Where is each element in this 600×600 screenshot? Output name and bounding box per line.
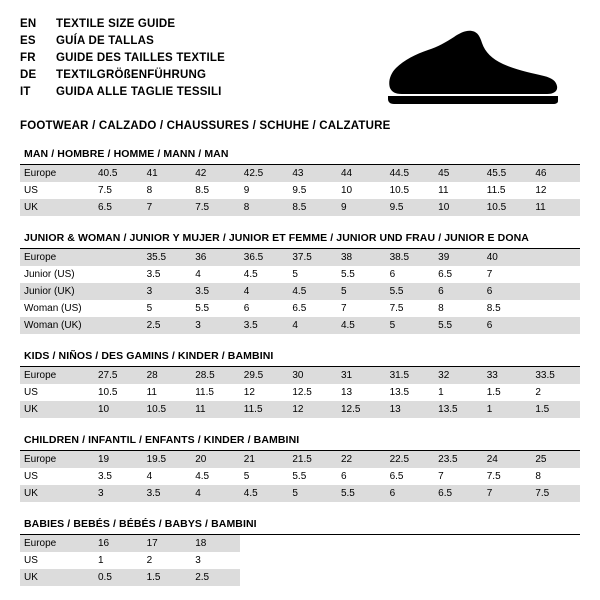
size-cell: 9 xyxy=(337,199,386,216)
size-cell: 4.5 xyxy=(288,283,337,300)
size-cell: 7.5 xyxy=(191,199,240,216)
size-group xyxy=(20,148,580,216)
size-cell: 2 xyxy=(146,555,153,566)
row-label: US xyxy=(24,471,38,482)
size-cell: 40.5 xyxy=(94,165,143,182)
size-cell: 13.5 xyxy=(434,401,483,418)
size-cell: 7.5 xyxy=(531,485,580,502)
row-label: Junior (US) xyxy=(24,269,75,280)
size-cell xyxy=(483,535,532,552)
row-label: UK xyxy=(20,401,94,418)
size-cell: 3.5 xyxy=(191,283,240,300)
size-cell xyxy=(531,552,580,569)
size-cell: 11 xyxy=(531,199,580,216)
table-row xyxy=(20,552,580,569)
size-group xyxy=(20,434,580,502)
size-cell: 10 xyxy=(434,199,483,216)
size-cell: 11.5 xyxy=(195,387,214,398)
size-table xyxy=(20,367,580,418)
table-row xyxy=(20,199,580,216)
size-cell: 4 xyxy=(195,269,201,280)
size-cell: 8 xyxy=(535,471,541,482)
size-cell: 6 xyxy=(434,283,483,300)
size-cell: 32 xyxy=(434,367,483,384)
size-cell: 45.5 xyxy=(483,165,532,182)
row-label: Europe xyxy=(20,451,94,468)
size-cell: 10.5 xyxy=(483,199,532,216)
size-cell: 10.5 xyxy=(98,387,118,398)
size-cell: 6.5 xyxy=(438,269,453,280)
row-label: Woman (US) xyxy=(24,303,82,314)
size-cell: 6 xyxy=(483,317,532,334)
size-cell: 3.5 xyxy=(98,471,112,482)
size-cell: 9.5 xyxy=(292,185,307,196)
row-label: UK xyxy=(20,485,94,502)
size-cell: 1 xyxy=(483,401,532,418)
table-row xyxy=(20,401,580,418)
table-row xyxy=(20,468,580,485)
size-cell: 18 xyxy=(191,535,240,552)
row-label: UK xyxy=(20,569,94,586)
size-cell xyxy=(434,535,483,552)
table-row xyxy=(20,317,580,334)
size-cell xyxy=(94,317,143,334)
size-cell: 42 xyxy=(191,165,240,182)
table-row xyxy=(20,300,580,317)
size-cell: 40 xyxy=(483,249,532,266)
language-row xyxy=(20,84,225,100)
size-cell: 31.5 xyxy=(386,367,435,384)
language-row xyxy=(20,16,225,32)
size-cell xyxy=(240,535,289,552)
language-code: EN xyxy=(20,18,37,30)
language-text: GUIDE DES TAILLES TEXTILE xyxy=(56,52,225,64)
size-cell: 8 xyxy=(146,185,153,196)
table-row xyxy=(20,182,580,199)
dress-shoe-icon xyxy=(382,28,562,106)
table-row xyxy=(20,367,580,384)
size-cell: 6 xyxy=(386,485,435,502)
size-cell: 12 xyxy=(288,401,337,418)
size-cell: 1.5 xyxy=(531,401,580,418)
size-cell: 11.5 xyxy=(486,185,506,196)
size-table xyxy=(20,451,580,502)
size-cell: 6.5 xyxy=(389,471,404,482)
size-cell xyxy=(337,552,386,569)
size-cell: 7.5 xyxy=(486,471,501,482)
size-cell: 7 xyxy=(340,303,347,314)
size-cell: 13 xyxy=(386,401,435,418)
size-table xyxy=(20,165,580,216)
size-cell xyxy=(531,283,580,300)
size-cell: 4.5 xyxy=(337,317,386,334)
size-cell: 4 xyxy=(146,471,153,482)
table-row xyxy=(20,485,580,502)
size-cell: 2 xyxy=(535,387,541,398)
size-cell: 28 xyxy=(143,367,192,384)
size-cell: 2.5 xyxy=(191,569,240,586)
size-cell: 3 xyxy=(195,555,201,566)
size-cell: 7 xyxy=(483,485,532,502)
size-cell: 29.5 xyxy=(240,367,289,384)
size-cell xyxy=(240,569,289,586)
size-cell xyxy=(94,266,143,283)
size-cell: 7 xyxy=(143,199,192,216)
table-row xyxy=(20,535,580,552)
table-row xyxy=(20,283,580,300)
size-cell: 4.5 xyxy=(243,269,258,280)
size-cell: 11 xyxy=(438,185,449,196)
size-cell xyxy=(531,317,580,334)
size-cell: 10 xyxy=(340,185,353,196)
size-cell: 42.5 xyxy=(240,165,289,182)
size-cell: 44 xyxy=(337,165,386,182)
table-row xyxy=(20,266,580,283)
size-group-heading: JUNIOR & WOMAN / JUNIOR Y MUJER / JUNIOR ET FEMME / JUNIOR UND FRAU / JUNIOR E DONA xyxy=(20,232,580,249)
size-cell: 5 xyxy=(243,471,250,482)
size-cell: 6 xyxy=(389,269,396,280)
size-cell: 5 xyxy=(292,269,298,280)
size-cell: 3.5 xyxy=(146,269,161,280)
language-text: TEXTILGRÖßENFÜHRUNG xyxy=(56,69,207,81)
size-cell: 12 xyxy=(535,185,547,196)
row-label: Europe xyxy=(20,535,94,552)
size-cell: 19 xyxy=(94,451,143,468)
size-cell: 24 xyxy=(483,451,532,468)
size-cell xyxy=(94,249,143,266)
size-cell: 6 xyxy=(243,303,250,314)
row-label: Europe xyxy=(20,249,94,266)
size-cell: 4.5 xyxy=(240,485,289,502)
size-cell xyxy=(531,300,580,317)
size-cell xyxy=(434,569,483,586)
size-cell: 11.5 xyxy=(240,401,289,418)
size-cell: 8 xyxy=(438,303,444,314)
size-cell: 35.5 xyxy=(143,249,192,266)
size-cell: 7 xyxy=(486,269,493,280)
size-cell: 8.5 xyxy=(195,185,210,196)
size-cell: 21 xyxy=(240,451,289,468)
table-row xyxy=(20,384,580,401)
size-cell: 5.5 xyxy=(195,303,210,314)
size-cell: 16 xyxy=(94,535,143,552)
size-cell: 3.5 xyxy=(240,317,289,334)
size-cell: 7 xyxy=(438,471,444,482)
size-cell: 4 xyxy=(288,317,337,334)
size-cell xyxy=(531,535,580,552)
language-text: GUIDA ALLE TAGLIE TESSILI xyxy=(56,86,222,98)
page-header xyxy=(20,16,580,106)
size-cell: 1.5 xyxy=(143,569,192,586)
size-cell: 27.5 xyxy=(94,367,143,384)
language-code: IT xyxy=(20,86,31,98)
size-cell: 22.5 xyxy=(386,451,435,468)
size-cell: 1.5 xyxy=(486,387,501,398)
size-group xyxy=(20,350,580,418)
size-cell: 11 xyxy=(191,401,240,418)
language-code: DE xyxy=(20,69,37,81)
size-cell: 8 xyxy=(240,199,289,216)
size-cell: 39 xyxy=(434,249,483,266)
size-cell: 6.5 xyxy=(94,199,143,216)
size-cell xyxy=(386,569,435,586)
size-cell xyxy=(483,569,532,586)
size-cell: 30 xyxy=(288,367,337,384)
size-cell: 5 xyxy=(288,485,337,502)
size-cell: 28.5 xyxy=(191,367,240,384)
size-cell xyxy=(288,535,337,552)
size-cell: 1 xyxy=(98,555,104,566)
size-group-heading: MAN / HOMBRE / HOMME / MANN / MAN xyxy=(20,148,580,165)
size-cell xyxy=(337,569,386,586)
language-text: TEXTILE SIZE GUIDE xyxy=(56,18,176,30)
size-cell: 38.5 xyxy=(386,249,435,266)
size-cell xyxy=(483,552,532,569)
size-cell xyxy=(94,300,143,317)
size-cell: 5 xyxy=(386,317,435,334)
row-label: Europe xyxy=(20,367,94,384)
size-cell xyxy=(531,249,580,266)
size-cell: 3 xyxy=(143,283,192,300)
size-cell: 36.5 xyxy=(240,249,289,266)
size-cell: 8.5 xyxy=(288,199,337,216)
size-cell xyxy=(94,283,143,300)
size-cell: 4 xyxy=(191,485,240,502)
size-cell: 2.5 xyxy=(143,317,192,334)
size-cell: 19.5 xyxy=(143,451,192,468)
size-group-heading: CHILDREN / INFANTIL / ENFANTS / KINDER / BAMBINI xyxy=(20,434,580,451)
language-list xyxy=(20,16,225,100)
size-group-heading: KIDS / NIÑOS / DES GAMINS / KINDER / BAMBINI xyxy=(20,350,580,367)
language-text: GUÍA DE TALLAS xyxy=(56,35,154,47)
size-cell xyxy=(386,535,435,552)
row-label: US xyxy=(24,387,38,398)
size-cell: 0.5 xyxy=(94,569,143,586)
size-cell: 33.5 xyxy=(531,367,580,384)
size-cell: 12.5 xyxy=(337,401,386,418)
size-cell xyxy=(288,552,337,569)
size-cell: 20 xyxy=(191,451,240,468)
size-cell: 37.5 xyxy=(288,249,337,266)
language-code: FR xyxy=(20,52,36,64)
size-cell xyxy=(434,552,483,569)
row-label: Europe xyxy=(20,165,94,182)
size-cell: 5.5 xyxy=(340,269,355,280)
size-cell: 5.5 xyxy=(337,485,386,502)
size-cell: 25 xyxy=(531,451,580,468)
size-cell xyxy=(386,552,435,569)
size-group xyxy=(20,232,580,334)
size-cell: 12.5 xyxy=(292,387,312,398)
size-cell: 21.5 xyxy=(288,451,337,468)
size-cell: 4.5 xyxy=(195,471,210,482)
size-cell: 5.5 xyxy=(434,317,483,334)
size-cell: 13.5 xyxy=(389,387,410,398)
table-row xyxy=(20,569,580,586)
size-cell: 45 xyxy=(434,165,483,182)
size-cell: 8.5 xyxy=(486,303,501,314)
size-cell: 43 xyxy=(288,165,337,182)
size-table xyxy=(20,249,580,334)
size-cell xyxy=(240,552,289,569)
language-code: ES xyxy=(20,35,36,47)
size-cell: 5 xyxy=(146,303,153,314)
size-cell: 12 xyxy=(243,387,255,398)
size-cell: 6 xyxy=(483,283,532,300)
size-cell: 13 xyxy=(340,387,353,398)
size-cell: 7.5 xyxy=(389,303,404,314)
size-cell: 31 xyxy=(337,367,386,384)
size-cell: 3 xyxy=(191,317,240,334)
row-label: UK xyxy=(20,199,94,216)
size-cell: 6 xyxy=(340,471,347,482)
row-label: US xyxy=(24,185,38,196)
size-cell: 41 xyxy=(143,165,192,182)
size-group-heading: BABIES / BEBÉS / BÉBÉS / BABYS / BAMBINI xyxy=(20,518,580,535)
row-label: Junior (UK) xyxy=(20,283,94,300)
size-cell: 33 xyxy=(483,367,532,384)
size-cell: 23.5 xyxy=(434,451,483,468)
size-cell: 5.5 xyxy=(292,471,307,482)
size-cell: 1 xyxy=(438,387,444,398)
size-cell: 5.5 xyxy=(386,283,435,300)
row-label: Woman (UK) xyxy=(20,317,94,334)
size-cell: 9.5 xyxy=(386,199,435,216)
size-cell xyxy=(337,535,386,552)
size-cell: 22 xyxy=(337,451,386,468)
table-row xyxy=(20,451,580,468)
language-row xyxy=(20,67,225,83)
size-cell: 6.5 xyxy=(292,303,307,314)
row-label: US xyxy=(24,555,38,566)
size-group xyxy=(20,518,580,586)
table-row xyxy=(20,249,580,266)
page-title: FOOTWEAR / CALZADO / CHAUSSURES / SCHUHE / CALZATURE xyxy=(20,120,391,132)
size-cell: 9 xyxy=(243,185,250,196)
language-row xyxy=(20,50,225,66)
size-cell: 17 xyxy=(143,535,192,552)
size-cell: 6.5 xyxy=(434,485,483,502)
size-table xyxy=(20,535,580,586)
size-cell: 4 xyxy=(240,283,289,300)
size-cell: 5 xyxy=(337,283,386,300)
size-cell: 10 xyxy=(94,401,143,418)
size-cell: 3 xyxy=(94,485,143,502)
size-cell: 7.5 xyxy=(98,185,112,196)
size-cell: 38 xyxy=(337,249,386,266)
table-row xyxy=(20,165,580,182)
language-row xyxy=(20,33,225,49)
size-cell: 3.5 xyxy=(143,485,192,502)
size-cell: 36 xyxy=(191,249,240,266)
size-cell: 46 xyxy=(531,165,580,182)
size-cell: 10.5 xyxy=(389,185,410,196)
size-tables-container xyxy=(20,148,580,586)
size-cell: 44.5 xyxy=(386,165,435,182)
size-cell xyxy=(288,569,337,586)
size-cell xyxy=(531,569,580,586)
size-cell: 11 xyxy=(146,387,157,398)
size-cell: 10.5 xyxy=(143,401,192,418)
size-cell xyxy=(531,266,580,283)
